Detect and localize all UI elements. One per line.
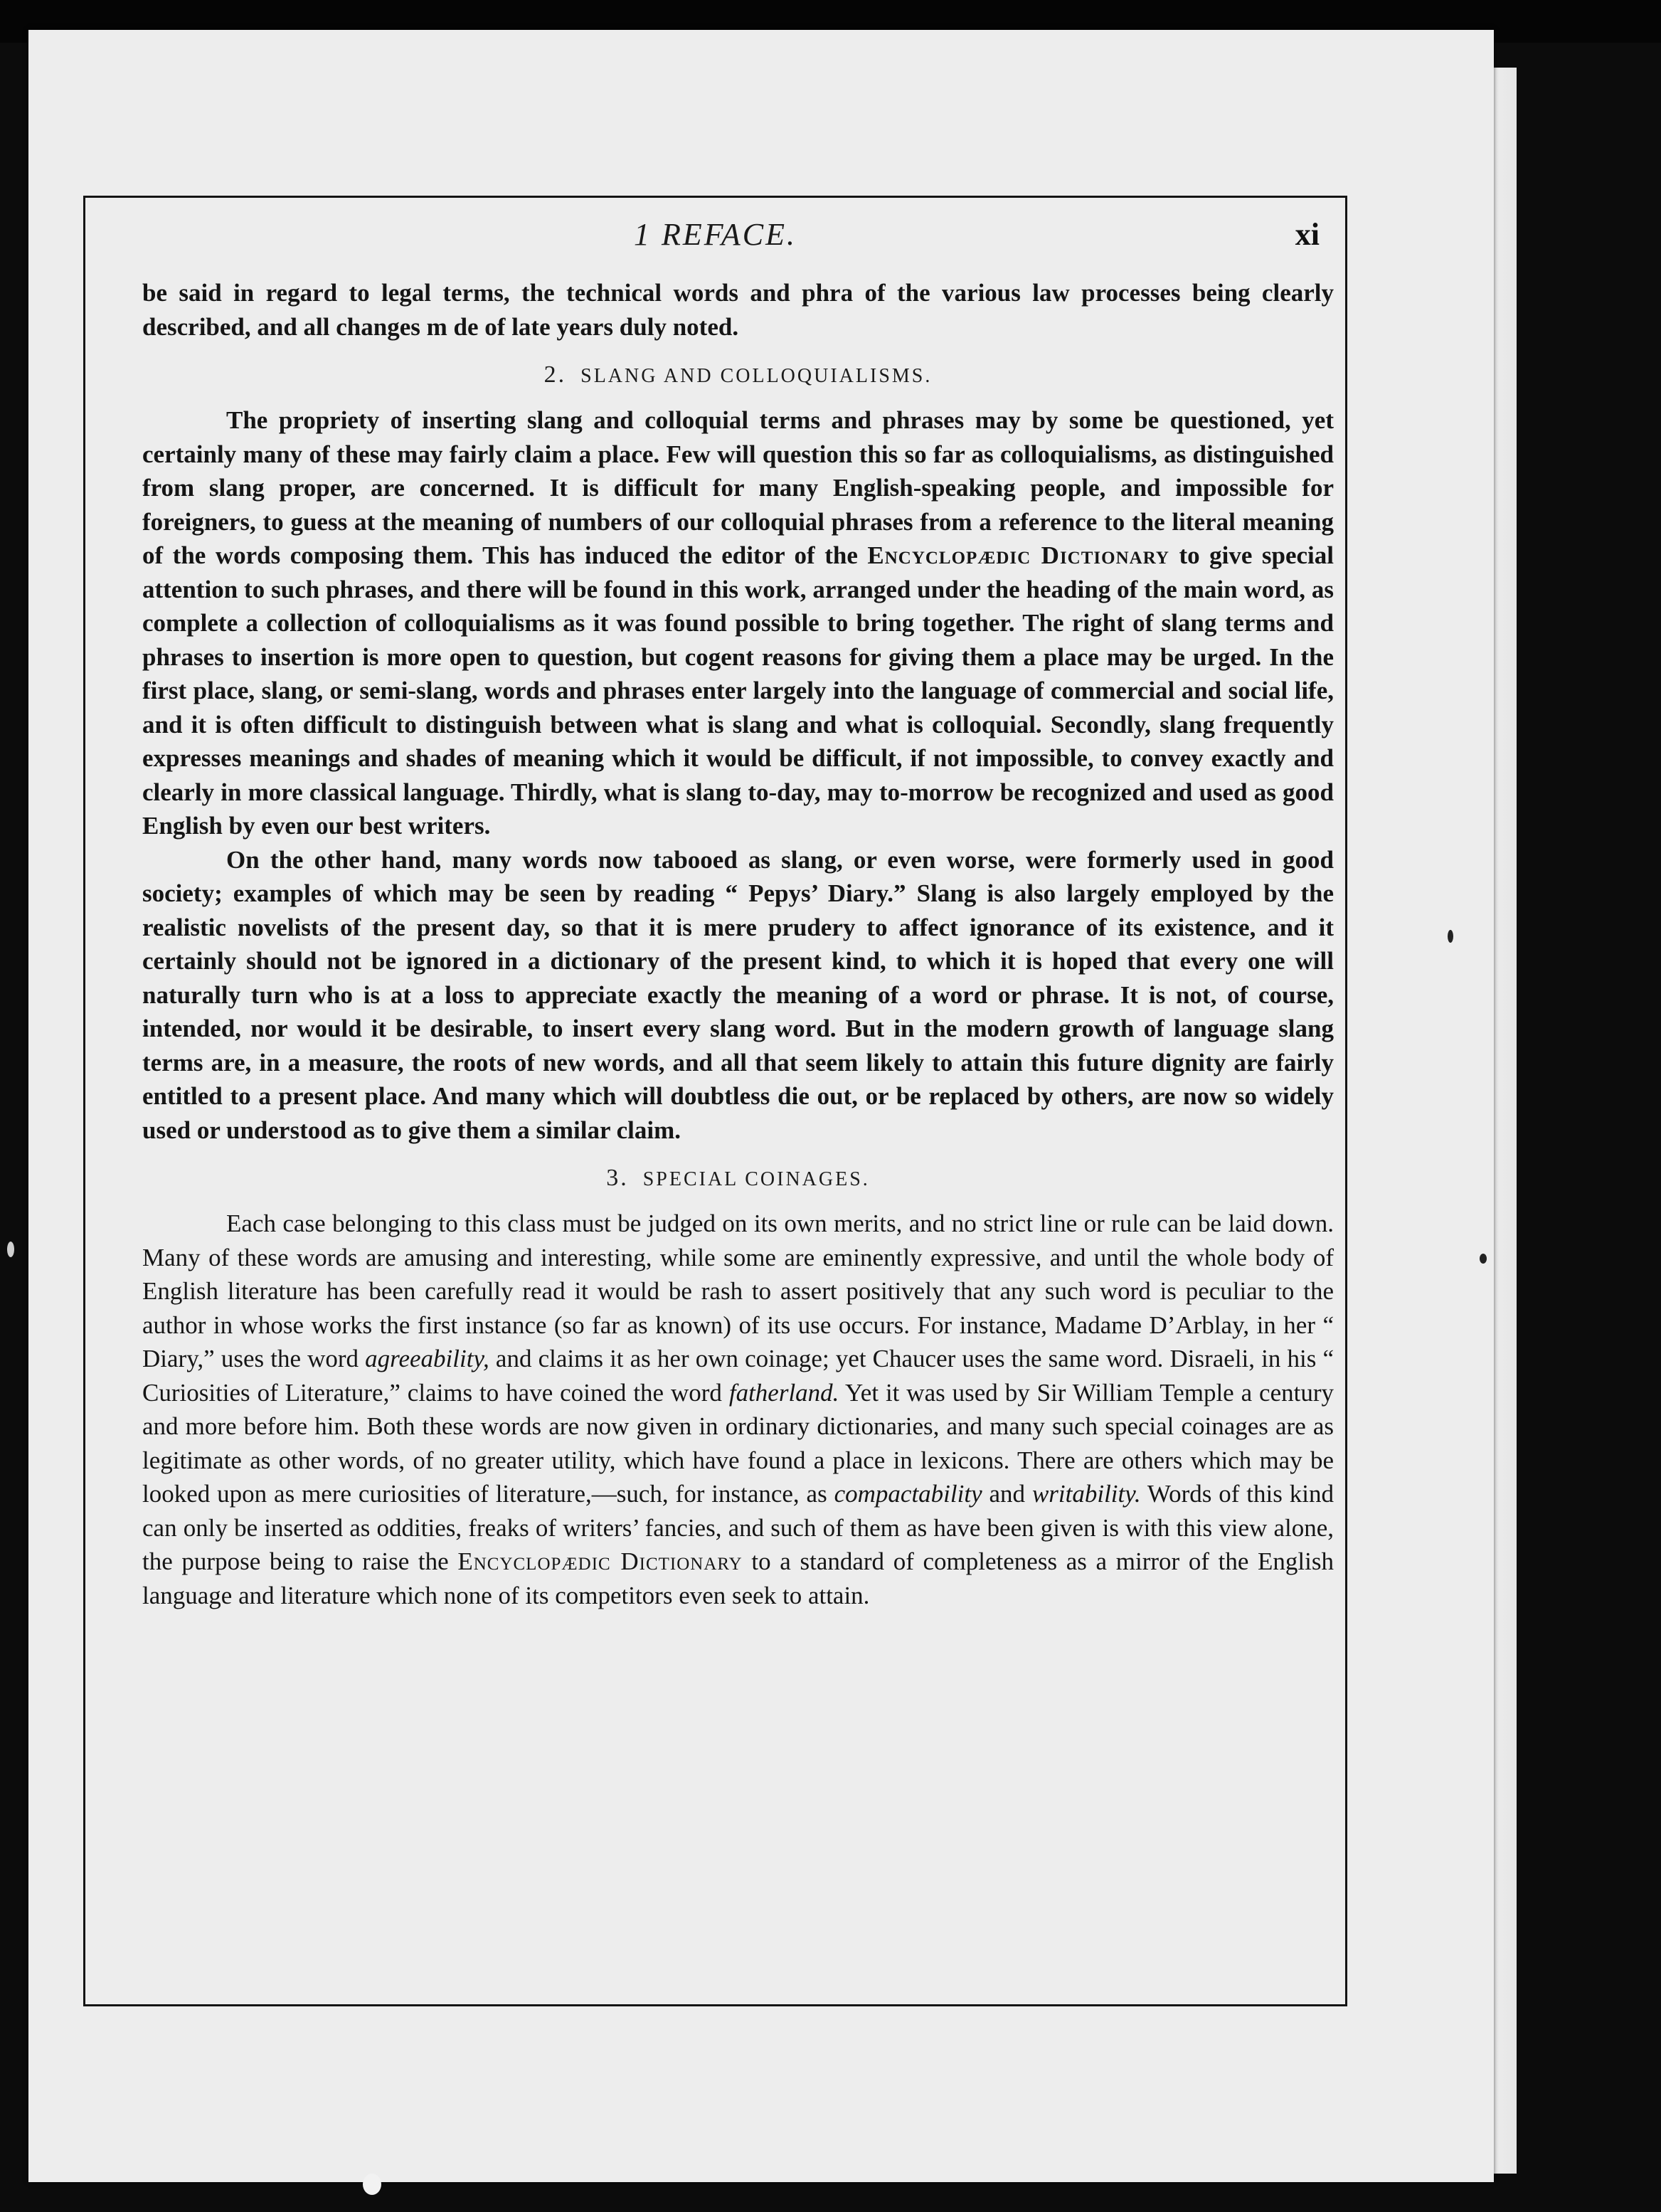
- section-title: SLANG AND COLLOQUIALISMS.: [580, 365, 933, 387]
- section-heading-coinages: [142, 1165, 1334, 1192]
- dictionary-name: Encyclopædic Dictionary: [867, 541, 1169, 569]
- scan-speck: [1480, 1254, 1487, 1264]
- paragraph-text: Words of this kind can only be inserted as oddities, freaks of writers’ fancies, and such of them as have been given is with this view alone, the purpose being to raise the: [142, 1480, 1334, 1575]
- paragraph-slang-2: On the other hand, many words now tabooed as slang, or even worse, were formerly used in good society; examples of which may be seen by reading “ Pepys’ Diary.” Slang is also largely employed by the realistic novelists of the present day, so that it is mere prudery to affect ignorance of its existence, and it certainly should not be ignored in a dictionary of the present kind, to which it is hoped that every one will naturally turn who is at a loss to appreciate exactly the meaning of a word or phrase. It is not, of course, intended, nor would it be desirable, to insert every slang word. But in the modern growth of language slang terms are, in a measure, the roots of new words, and all that seem likely to attain this future dignity are fairly entitled to a present place. And many which will doubtless die out, or be replaced by others, are now so widely used or understood as to give them a similar claim.: [142, 845, 1334, 1144]
- paragraph-text: to a standard of completeness as a mirror of the English language and literature which none of its competitors even seek to attain.: [142, 1547, 1334, 1609]
- paragraph-text: to give special attention to such phrases, and there will be found in this work, arranged under the heading of the main word, as complete a collection of colloquialisms as it was found possible to bring together. The right of slang terms and phrases to insertion is more open to question, but cogent reasons for giving them a place may be urged. In the first place, slang, or semi-slang, words and phrases enter largely into the language of commercial and social life, and it is often difficult to distinguish between what is slang and what is colloquial. Secondly, slang frequently expresses meanings and shades of meaning which it would be difficult, if not impossible, to convey exactly and clearly in more classical language. Thirdly, what is slang to-day, may to-morrow be recognized and used as good English by even our best writers.: [142, 541, 1334, 840]
- scan-speck: [363, 2174, 381, 2195]
- page-frame: [83, 196, 1347, 2006]
- dictionary-name: Encyclopædic Dictionary: [457, 1547, 743, 1575]
- section-number: 3.: [606, 1165, 629, 1191]
- paragraph-text: Each case belonging to this class must be judged on its own merits, and no strict line or rule can be laid down. Many of these words are amusing and interesting, while some are eminently expressive, and until the whole body of English literature has been carefully read it would be rash to assert positively that any such word is peculiar to the author in whose works the first instance (so far as known) of its use occurs. For instance, Madame D’Arblay, in her “ Diary,” uses the word: [142, 1210, 1334, 1372]
- section-number: 2.: [543, 361, 567, 388]
- italic-word: fatherland.: [728, 1378, 839, 1407]
- scanned-page: [28, 30, 1494, 2182]
- section-heading-slang: [142, 362, 1334, 389]
- paragraph-text: The propriety of inserting slang and colloquial terms and phrases may by some be questioned, yet certainly many of these may fairly claim a place. Few will question this so far as colloquialisms, as distinguished from slang proper, are concerned. It is difficult for many English-speaking people, and impossible for foreigners, to guess at the meaning of numbers of our colloquial phrases from a reference to the literal meaning of the words composing them. This has induced the editor of the: [142, 406, 1334, 569]
- scan-speck: [7, 1242, 14, 1257]
- paragraph-slang-1: [142, 403, 1334, 843]
- running-title: 1 REFACE.: [633, 217, 797, 252]
- paragraph-opening: be said in regard to legal terms, the technical words and phra of the various law processes being clearly described, and all changes m de of late years duly noted.: [142, 279, 1334, 341]
- paragraph-text: and claims it as her own coinage; yet Chaucer uses the same word. Disraeli, in his “ Curiosities of Literature,” claims to have coined the word: [142, 1345, 1334, 1407]
- paragraph-coinages-1: [142, 1207, 1334, 1612]
- scan-speck: [1448, 930, 1453, 943]
- italic-word: agreeability,: [365, 1345, 489, 1372]
- section-title: SPECIAL COINAGES.: [642, 1168, 870, 1190]
- paragraph-text: and: [982, 1480, 1032, 1508]
- body-text: [142, 276, 1334, 1612]
- paragraph-text: Yet it was used by Sir William Temple a century and more before him. Both these words are now given in ordinary dictionaries, and many such special coinages are as legitimate as other words, of no greater utility, which have found a place in lexicons. There are others which may be looked upon as mere curiosities of literature,—such, for instance, as: [142, 1378, 1334, 1508]
- italic-word: compactability: [834, 1480, 982, 1508]
- running-head: [85, 216, 1345, 259]
- page-number: xi: [1295, 217, 1320, 252]
- italic-word: writability.: [1031, 1480, 1141, 1508]
